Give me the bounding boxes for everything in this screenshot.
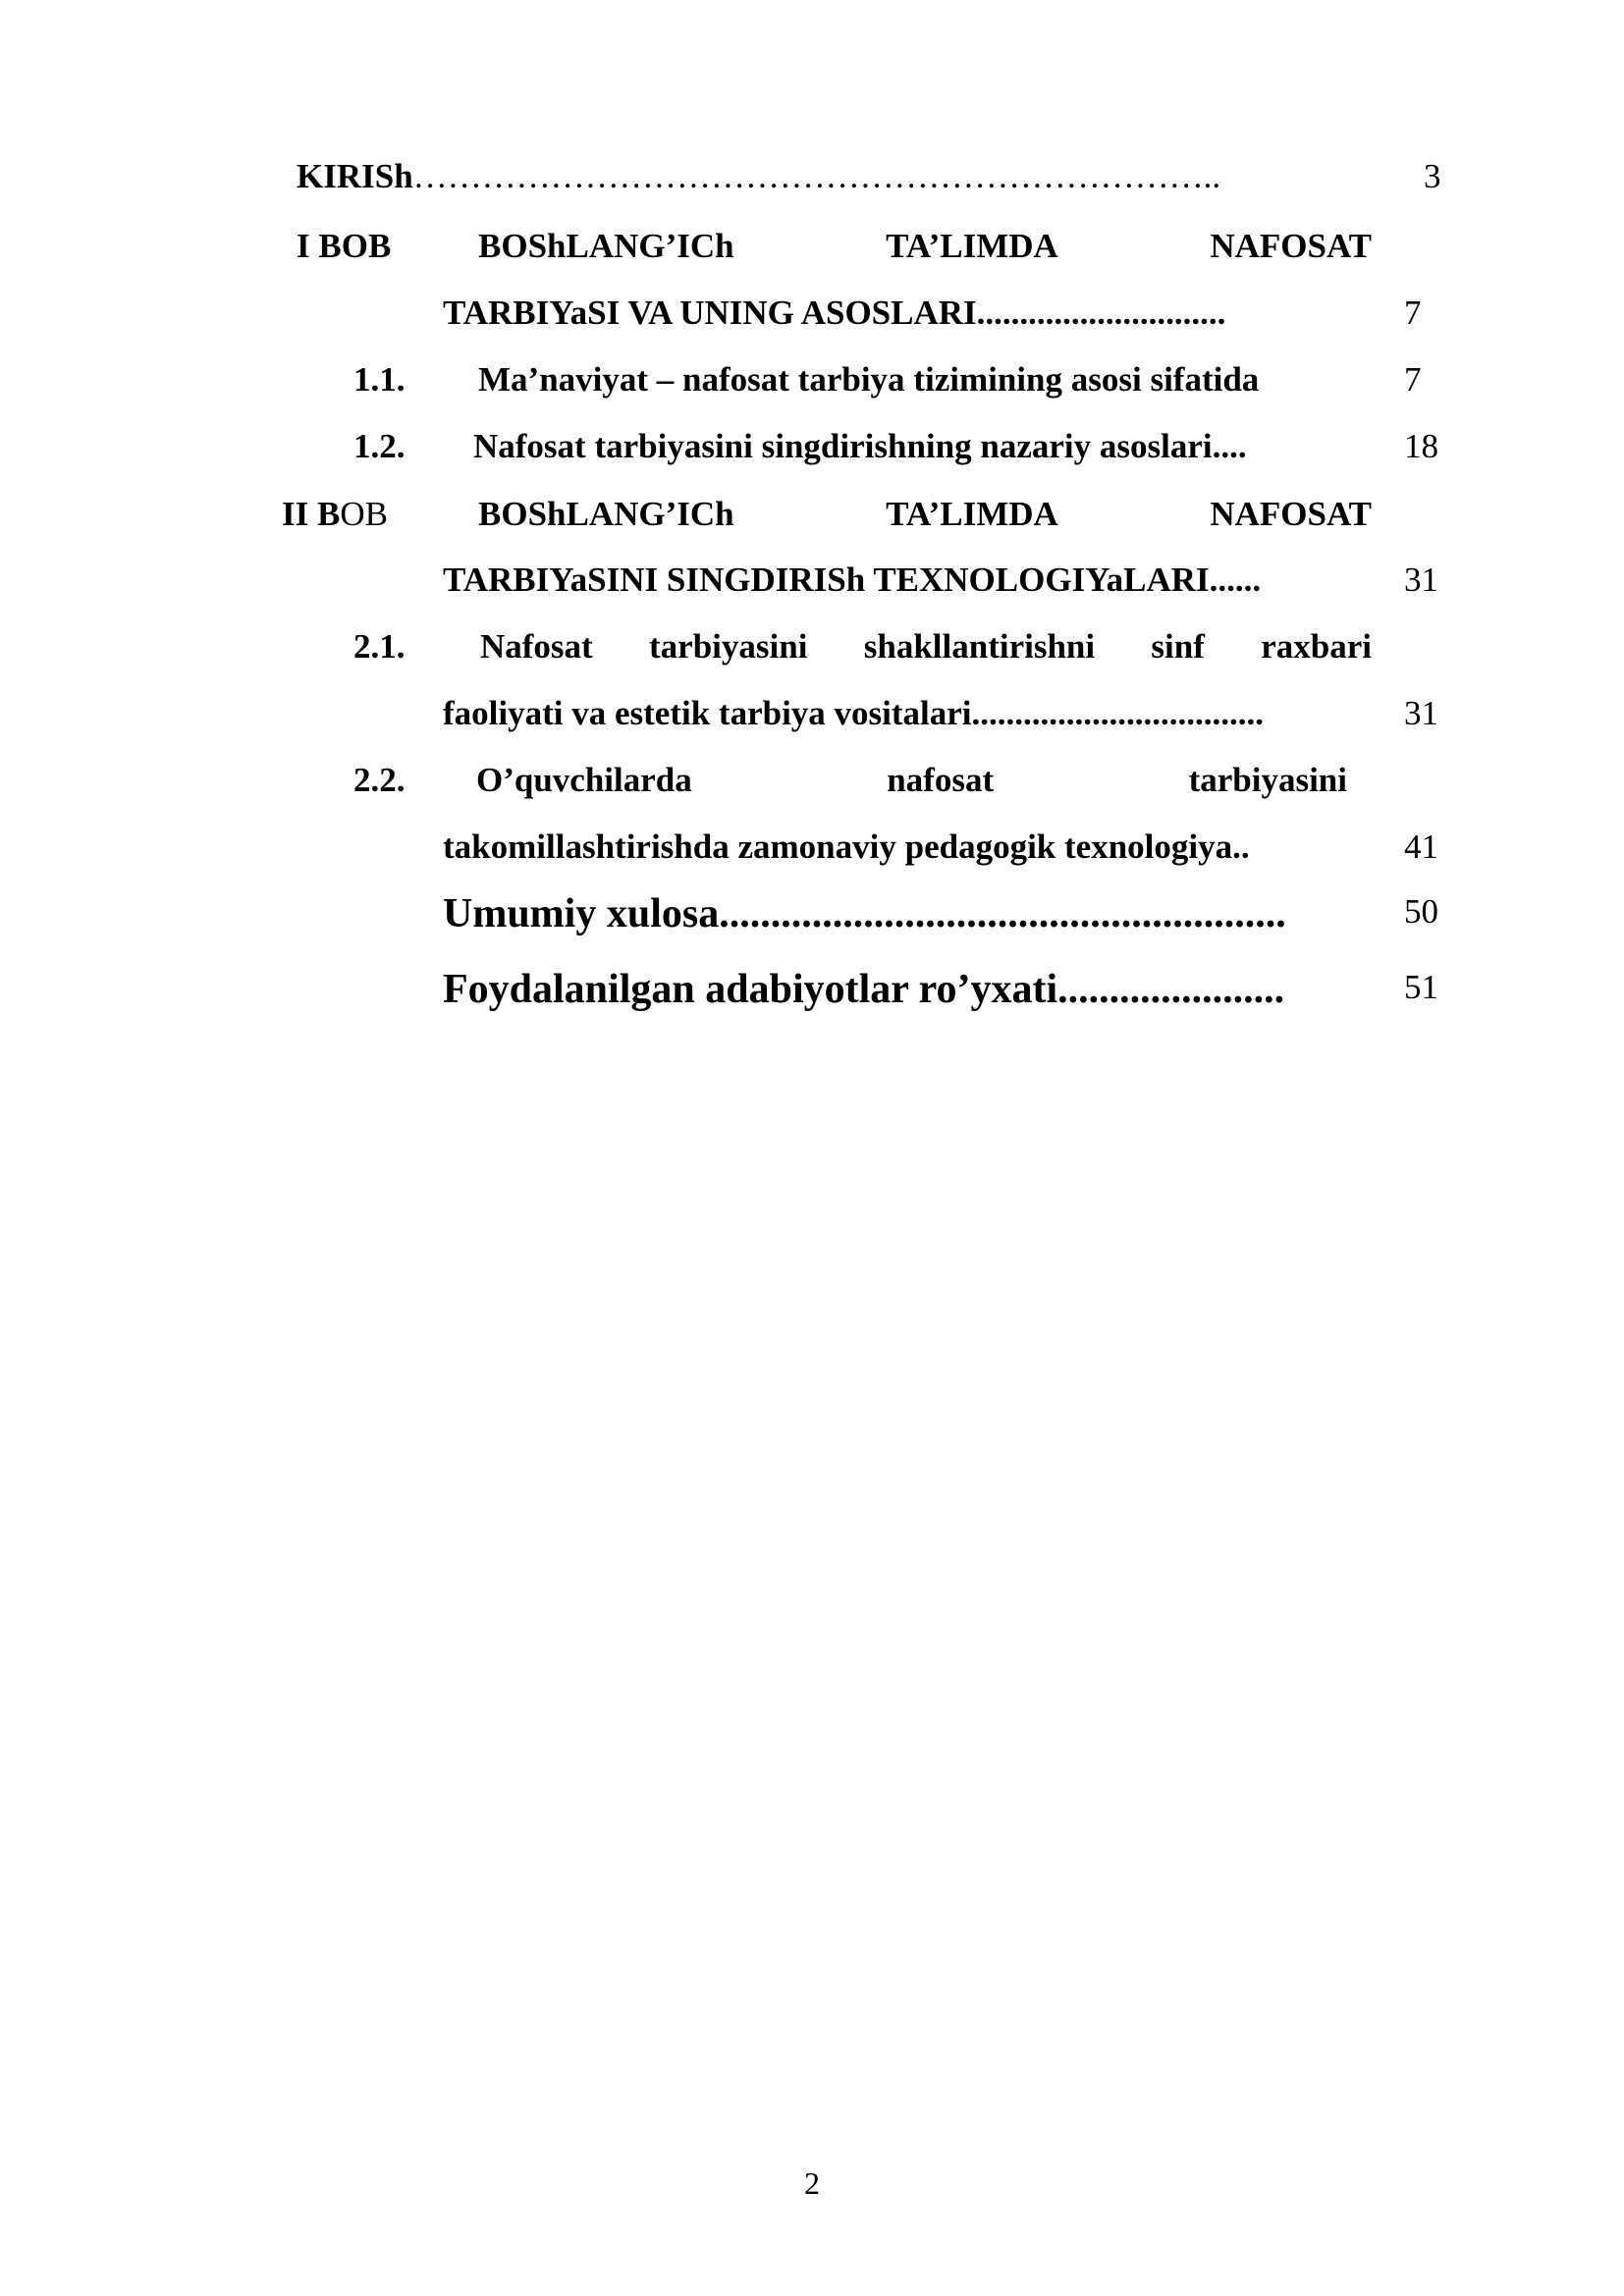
toc-section-2-2-word: tarbiyasini: [1188, 761, 1347, 799]
toc-chapter1-word: NAFOSAT: [1210, 227, 1372, 265]
toc-section-2-1-number: 2.1.: [353, 627, 406, 666]
toc-section-2-2-word: nafosat: [887, 761, 995, 799]
toc-section-2-2-word: O’quvchilarda: [476, 761, 692, 799]
toc-chapter2-label-bold: II B: [282, 495, 341, 533]
toc-section-2-1-word: raxbari: [1261, 627, 1372, 666]
toc-section-2-1-title-line2: faoliyati va estetik tarbiya vositalari..................................: [443, 694, 1265, 732]
toc-section-1-1-page: 7: [1404, 360, 1422, 399]
toc-section-2-1-title-line1: [480, 626, 1372, 667]
toc-section-1-2-title: Nafosat tarbiyasini singdirishning nazariy asoslari....: [473, 427, 1247, 465]
toc-section-2-1-word: shakllantirishni: [863, 627, 1096, 666]
toc-intro-page: 3: [1424, 157, 1441, 195]
toc-section-1-1-title: Ma’naviyat – nafosat tarbiya tizimining asosi sifatida: [478, 360, 1260, 399]
toc-chapter1-page: 7: [1404, 294, 1422, 332]
toc-section-2-2-page: 41: [1404, 828, 1438, 866]
toc-chapter2-word: BOShLANG’ICh: [478, 495, 734, 533]
toc-section-2-2-number: 2.2.: [353, 761, 406, 799]
toc-chapter2-word: TA’LIMDA: [886, 495, 1058, 533]
toc-intro-title: [297, 156, 1220, 197]
toc-section-1-1-number: 1.1.: [353, 360, 406, 399]
toc-chapter1-title-line1: [478, 226, 1372, 267]
toc-intro-label: KIRISh: [297, 157, 413, 195]
toc-section-2-1-word: Nafosat: [480, 627, 593, 666]
toc-intro-leader: ……………………………………………………………..: [412, 157, 1221, 195]
toc-chapter2-word: NAFOSAT: [1210, 495, 1372, 533]
toc-chapter2-title-line1: [478, 494, 1372, 535]
toc-chapter1-word: TA’LIMDA: [886, 227, 1058, 265]
toc-conclusion-title: Umumiy xulosa.......................................................: [443, 891, 1286, 936]
toc-section-2-1-word: sinf: [1151, 627, 1205, 666]
toc-references-page: 51: [1404, 968, 1438, 1006]
toc-chapter2-label-normal: OB: [340, 495, 388, 533]
toc-section-2-1-page: 31: [1404, 694, 1438, 732]
toc-section-2-2-title-line1: [476, 760, 1347, 801]
toc-chapter2-title-line2: TARBIYaSINI SINGDIRISh TEXNOLOGIYaLARI......: [443, 561, 1262, 599]
toc-section-1-2-page: 18: [1404, 427, 1438, 465]
toc-section-2-1-word: tarbiyasini: [649, 627, 808, 666]
toc-chapter2-page: 31: [1404, 561, 1438, 599]
toc-conclusion-page: 50: [1404, 892, 1438, 931]
toc-chapter2-label: [282, 494, 388, 535]
toc-references-title: Foydalanilgan adabiyotlar ro’yxati......................: [443, 967, 1285, 1012]
toc-chapter1-word: BOShLANG’ICh: [478, 227, 734, 265]
toc-chapter1-title-line2: TARBIYaSI VA UNING ASOSLARI.............................: [443, 294, 1226, 332]
toc-section-2-2-title-line2: takomillashtirishda zamonaviy pedagogik texnologiya..: [443, 828, 1250, 866]
toc-chapter1-label: I BOB: [297, 227, 392, 265]
page-number: 2: [804, 2165, 820, 2201]
toc-section-1-2-number: 1.2.: [353, 427, 406, 465]
